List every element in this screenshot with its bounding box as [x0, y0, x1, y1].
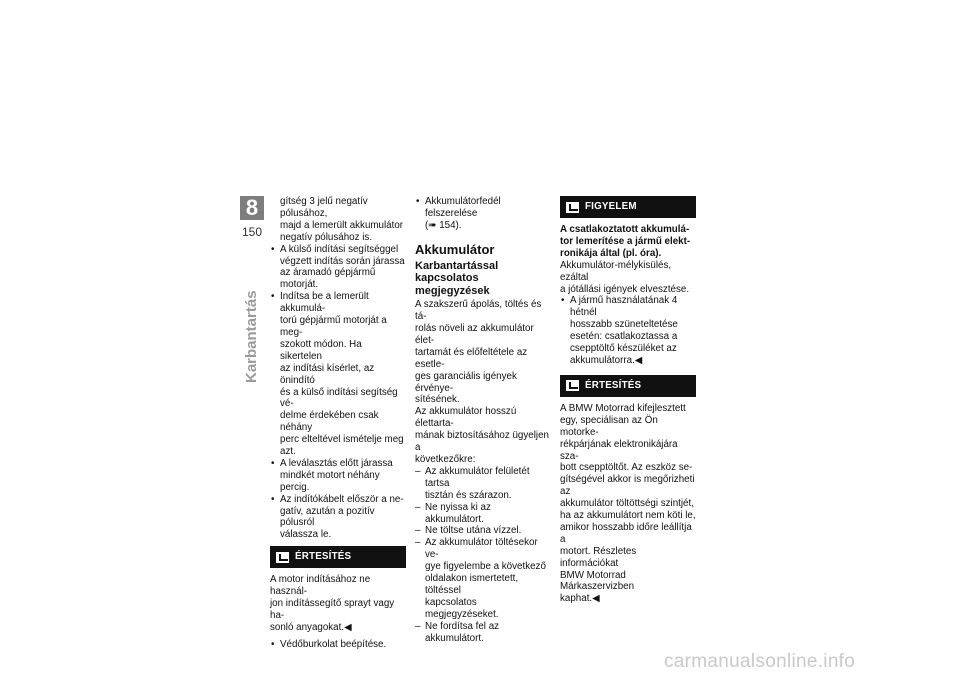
text-line: Akkumulátor-mélykisülés, ezáltal [560, 259, 672, 283]
text-line: – Ne fordítsa fel az akkumulátort. [425, 620, 500, 644]
notice-text [270, 574, 406, 634]
text-line: – Az akkumulátor felületét tartsa [425, 465, 530, 489]
text-line: azt. [280, 446, 296, 458]
text-line: – Az akkumulátor töltésekor ve- [425, 537, 538, 561]
text-line: BMW Motorrad Márkaszervizben [560, 569, 635, 593]
text-line: következőkre: [415, 454, 476, 465]
text-line: akkumulátor töltöttségi szintjét, [560, 498, 694, 510]
warning-banner [560, 196, 696, 218]
bullet-list [560, 295, 696, 366]
text-line: egy, speciálisan az Ön motorke- [560, 414, 658, 438]
column-2 [415, 196, 551, 645]
intro-paragraph [270, 196, 406, 244]
text-line: mának biztosításához ügyeljen a [415, 430, 549, 454]
text-line: válassza le. [280, 529, 332, 541]
text-line: oldalakon ismertetett, töltéssel [425, 573, 519, 596]
dash-list [415, 466, 551, 645]
text-line: kaphat.◀ [560, 593, 600, 605]
text-line: az indítási kísérlet, az önindító [280, 362, 375, 386]
text-line: gye figyelembe a következő [425, 561, 546, 573]
notice-banner [270, 546, 406, 568]
text-line: tisztán és szárazon. [425, 489, 512, 501]
warning-heading [560, 224, 696, 260]
text-line: csepptöltő készüléket az [570, 343, 677, 355]
notice-banner [560, 375, 696, 397]
text-line: jon indítássegítő sprayt vagy ha- [270, 598, 395, 621]
bullet-list [270, 244, 406, 542]
list-item [415, 502, 551, 526]
text-line: negatív pólusához is. [280, 231, 373, 243]
text-line: tartamát és előfeltétele az esetle- [415, 346, 528, 370]
text-line: rékpárjának elektronikájára sza- [560, 438, 678, 462]
text-line: • Indítsa be a lemerült akkumulá- [280, 291, 369, 315]
text-line: sonló anyagokat.◀ [270, 621, 352, 633]
list-item [415, 537, 551, 620]
text-line: Karbantartással [415, 259, 499, 272]
text-line: A motor indításához ne használ- [270, 574, 371, 598]
text-line: ha az akkumulátort nem köti le, [560, 510, 696, 522]
list-item [560, 295, 696, 366]
text-line: – Ne töltse utána vízzel. [425, 525, 522, 537]
text-line: gítség 3 jelű negatív pólusához, [280, 196, 368, 219]
text-line: Az akkumulátor hosszú élettarta- [415, 406, 517, 430]
list-item [270, 494, 406, 542]
notice-label: ÉRTESÍTÉS [585, 379, 642, 391]
list-item [415, 196, 551, 232]
list-item [415, 466, 551, 502]
text-line: sítésének. [415, 394, 460, 406]
notice-icon [276, 552, 289, 563]
chapter-number-tab: 8 [240, 196, 264, 220]
list-item: • Védőburkolat beépítése. [270, 639, 406, 651]
section-title: Akkumulátor [415, 241, 495, 257]
text-line: A szakszerű ápolás, töltés és tá- [415, 299, 542, 323]
text-line: hosszabb szüneteltetése [570, 319, 678, 331]
list-item [270, 244, 406, 292]
bullet-list [270, 639, 406, 651]
text-line: torú gépjármű motorját a meg- [280, 315, 387, 338]
text-line: a jótállási igények elvesztése. [560, 283, 690, 295]
text-line: amikor hosszabb időre leállítja a [560, 521, 692, 545]
list-item [270, 458, 406, 494]
list-item [415, 525, 551, 537]
text-line: tor lemerítése a jármű elekt- [560, 235, 691, 247]
text-line: ronikája által (pl. óra). [560, 247, 662, 259]
text-line: perc elteltével ismételje meg [280, 434, 404, 446]
notice-text [560, 403, 696, 605]
text-line: • A leválasztás előtt járassa [280, 457, 393, 469]
text-line: az áramadó gépjármű motorját. [280, 267, 376, 291]
text-line: esetén: csatlakoztassa a [570, 331, 678, 343]
page-number: 150 [241, 225, 263, 239]
text-line: – Ne nyissa ki az akkumulátort. [425, 501, 491, 525]
text-line: bott csepptöltőt. Az eszköz se- [560, 462, 693, 474]
notice-label: ÉRTESÍTÉS [295, 551, 352, 563]
text-line: • A jármű használatának 4 hétnél [570, 295, 678, 319]
text-line: majd a lemerült akkumulátor [280, 219, 404, 231]
text-line: gítségével akkor is megőrizheti az [560, 474, 695, 498]
text-line: A csatlakoztatott akkumulá- [560, 224, 690, 235]
watermark: carmanualsonline.info [664, 651, 856, 672]
text-line: ges garanciális igények érvénye- [415, 370, 517, 394]
text-line: • Az indítókábelt először a ne- [280, 493, 404, 505]
text-line: • Akkumulátorfedél felszerelése [425, 196, 501, 219]
text-line: • A külső indítási segítséggel [280, 243, 399, 255]
text-line: végzett indítás során járassa [280, 255, 405, 267]
text-line: akkumulátorra.◀ [570, 354, 643, 366]
notice-icon [566, 380, 579, 391]
text-line: gatív, azután a pozitív pólusról [280, 505, 375, 529]
text-line: szokott módon. Ha sikertelen [280, 338, 362, 362]
list-item [270, 291, 406, 458]
warning-text [560, 260, 696, 296]
text-line: mindkét motort néhány percig. [280, 469, 380, 493]
text-line: és a külső indítási segítség vé- [280, 386, 398, 410]
paragraph [415, 406, 551, 466]
text-line: A BMW Motorrad kifejlesztett [560, 402, 686, 414]
list-item [415, 621, 551, 645]
text-line: kapcsolatos megjegyzéseket. [425, 596, 499, 620]
text-line: rolás növeli az akkumulátor élet- [415, 323, 534, 346]
subheading [415, 260, 551, 298]
warning-icon [566, 202, 579, 213]
text-line: delme érdekében csak néhány [280, 410, 379, 434]
text-line: megjegyzések [415, 284, 490, 297]
column-3 [560, 196, 696, 605]
chapter-title-vertical: Karbantartás [243, 290, 260, 383]
bullet-list [415, 196, 551, 232]
text-line: motort. Részletes információkat [560, 545, 637, 569]
warning-label: FIGYELEM [585, 201, 637, 213]
page-reference[interactable]: (➠ 154). [425, 219, 462, 231]
text-line: kapcsolatos [415, 272, 479, 285]
column-1 [270, 196, 406, 651]
paragraph [415, 299, 551, 406]
